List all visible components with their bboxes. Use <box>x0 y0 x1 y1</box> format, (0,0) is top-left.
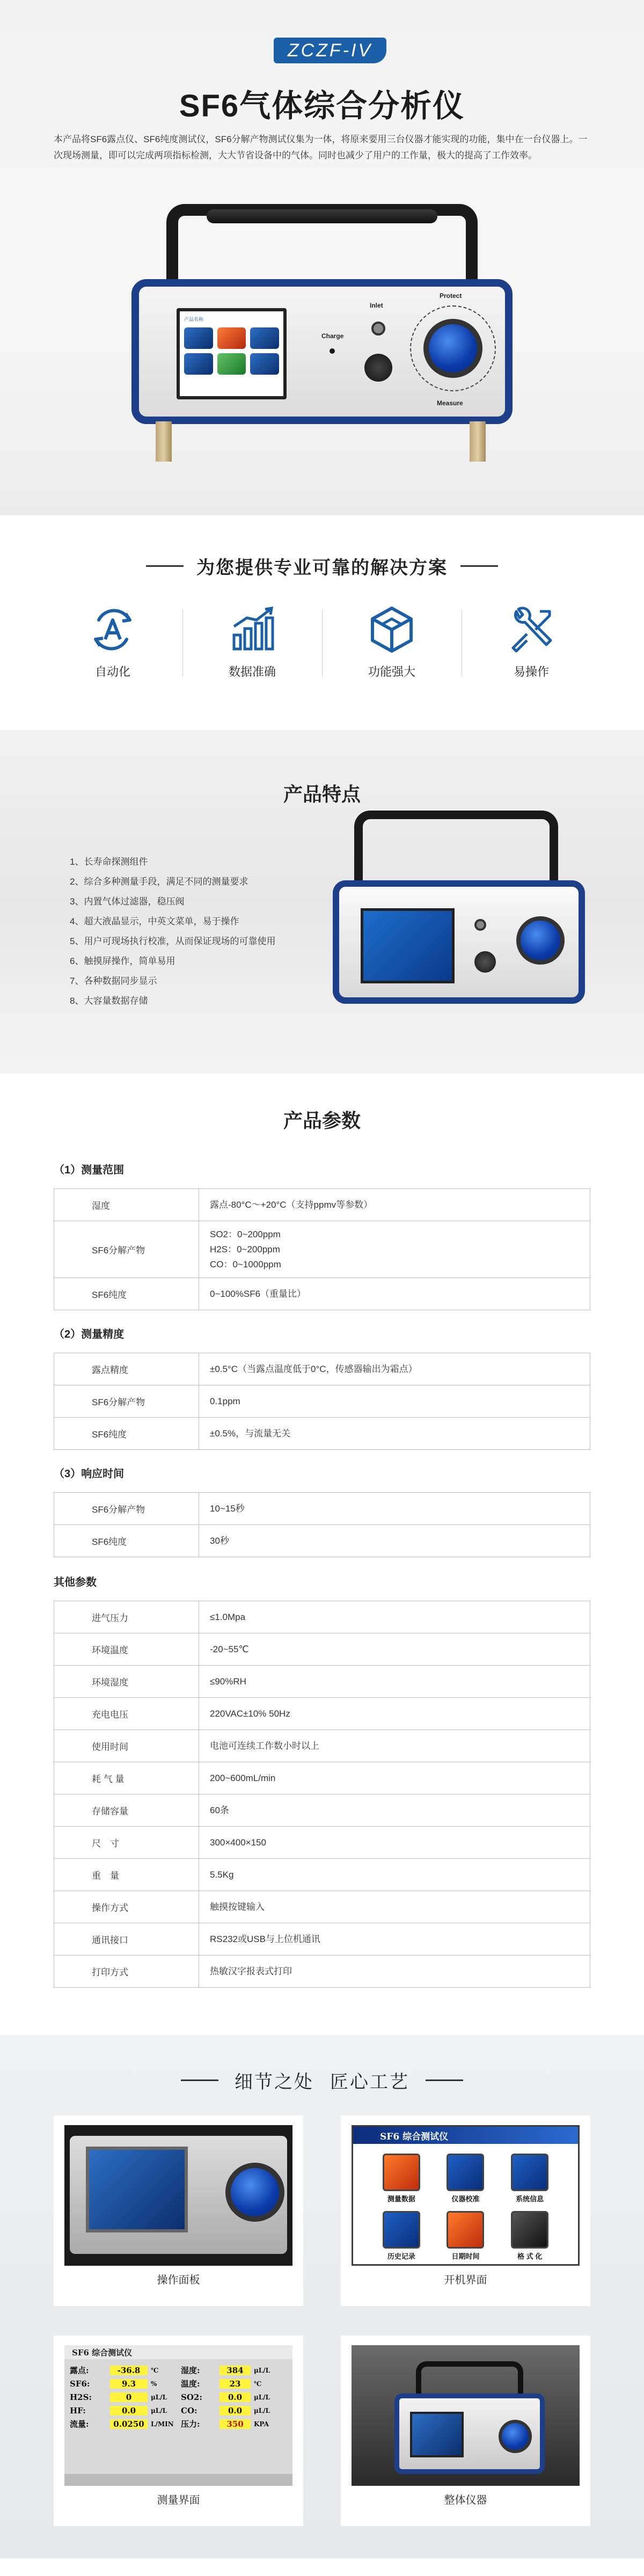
details-title-left: 细节之处 <box>235 2072 314 2092</box>
detail-card-boot <box>341 2115 590 2306</box>
reading-value: 384 <box>219 2366 251 2375</box>
device-screen <box>177 308 287 399</box>
boot-menu-label: 测量数据 <box>387 2195 415 2203</box>
card-caption: 整体仪器 <box>444 2494 487 2506</box>
param-table-accuracy <box>54 1353 590 1450</box>
characteristic-item: 8、大容量数据存储 <box>70 996 148 1006</box>
table-row <box>54 1762 590 1794</box>
reading-value: -36.8 <box>110 2366 148 2375</box>
format-icon <box>511 2211 548 2249</box>
hero-section <box>0 0 644 515</box>
title-divider-line <box>460 565 498 567</box>
table-row <box>54 1385 590 1418</box>
system-info-icon <box>511 2154 548 2191</box>
card-caption: 操作面板 <box>157 2274 200 2286</box>
table-row <box>54 1493 590 1525</box>
reading-unit: μL/L <box>254 2366 270 2374</box>
reading-row <box>70 2404 287 2417</box>
param-key: 耗 气 量 <box>54 1762 199 1794</box>
characteristic-item: 3、内置气体过滤器，稳压阀 <box>70 896 185 907</box>
characteristic-item: 5、用户可现场执行校准，从而保证现场的可靠使用 <box>70 936 276 946</box>
details-section <box>0 2035 644 2558</box>
param-key: 环境温度 <box>54 1633 199 1666</box>
screen-app-icon <box>250 353 279 375</box>
characteristics-section <box>0 730 644 1074</box>
param-value: 0.1ppm <box>199 1385 590 1418</box>
boot-screen-photo <box>352 2125 580 2266</box>
inlet-port <box>371 322 385 335</box>
table-row <box>54 1859 590 1891</box>
measure-screen-photo <box>64 2345 292 2486</box>
param-value: 热敏汉字报表式打印 <box>199 1955 590 1988</box>
param-key: SF6分解产物 <box>54 1493 199 1525</box>
auto-a-icon <box>87 604 138 655</box>
details-title-row <box>0 2067 644 2093</box>
device-screen <box>361 908 455 983</box>
measure-readings <box>64 2359 292 2435</box>
feature-label: 功能强大 <box>368 665 415 678</box>
screen-app-icon <box>184 353 213 375</box>
param-key: 露点精度 <box>54 1353 199 1385</box>
table-row <box>54 1698 590 1730</box>
feature-item <box>182 604 322 680</box>
model-badge: ZCZF-IV <box>274 38 386 63</box>
param-value: 300×400×150 <box>199 1827 590 1859</box>
device-screen-icons <box>184 327 279 375</box>
solutions-section <box>0 515 644 730</box>
reading-value: 0.0 <box>219 2406 251 2416</box>
device-front-panel <box>394 2393 545 2474</box>
param-group-title: （1）测量范围 <box>54 1164 125 1176</box>
cube-icon <box>366 604 418 655</box>
characteristic-item: 2、综合多种测量手段，满足不同的测量要求 <box>70 877 248 887</box>
param-value: ≤1.0Mpa <box>199 1601 590 1633</box>
reading-row <box>70 2363 287 2377</box>
reading-unit: % <box>151 2380 157 2388</box>
feature-label: 易操作 <box>513 665 549 678</box>
reading-row <box>70 2377 287 2390</box>
table-row <box>54 1730 590 1762</box>
param-key: SF6纯度 <box>54 1525 199 1557</box>
param-value: 220VAC±10% 50Hz <box>199 1698 590 1730</box>
param-value: 电池可连续工作数小时以上 <box>199 1730 590 1762</box>
param-value-line: H2S：0~200ppm <box>210 1244 280 1254</box>
param-key: 重 量 <box>54 1859 199 1891</box>
inlet-label: Inlet <box>370 302 383 309</box>
param-key: 湿度 <box>54 1189 199 1221</box>
product-device-image <box>126 204 518 462</box>
param-value: -20~55℃ <box>199 1633 590 1666</box>
param-value: 10~15秒 <box>199 1493 590 1525</box>
param-value: RS232或USB与上位机通讯 <box>199 1923 590 1955</box>
reading-label: 压力: <box>181 2419 200 2429</box>
param-value: 30秒 <box>199 1525 590 1557</box>
param-table-range <box>54 1188 590 1310</box>
boot-menu-item <box>497 2211 562 2261</box>
table-row <box>54 1418 590 1450</box>
table-row <box>54 1794 590 1827</box>
device-front-panel <box>333 880 585 1004</box>
history-icon <box>383 2211 420 2249</box>
table-row <box>54 1666 590 1698</box>
param-value: 200~600mL/min <box>199 1762 590 1794</box>
reading-unit: μL/L <box>151 2393 167 2401</box>
table-row <box>54 1827 590 1859</box>
param-value: ±0.5°C（当露点温度低于0°C，传感器输出为霜点） <box>199 1353 590 1385</box>
reading-row <box>70 2390 287 2404</box>
boot-menu-item <box>369 2154 434 2203</box>
feature-item <box>462 604 601 680</box>
characteristic-item: 4、超大液晶显示，中英文菜单，易于操作 <box>70 916 239 926</box>
inlet-port <box>474 919 486 931</box>
table-row <box>54 1633 590 1666</box>
reading-label: H2S: <box>70 2392 92 2402</box>
param-key: SF6纯度 <box>54 1278 199 1310</box>
param-key: 环境湿度 <box>54 1666 199 1698</box>
param-value: 触摸按键输入 <box>199 1891 590 1923</box>
device-screen-header: 产品名称 <box>184 316 279 324</box>
whole-instrument-photo <box>352 2345 580 2486</box>
reading-label: SF6: <box>70 2378 90 2389</box>
reading-label: 湿度: <box>181 2366 200 2375</box>
characteristic-item: 6、触摸屏操作，简单易用 <box>70 956 175 966</box>
reading-row <box>70 2417 287 2431</box>
table-row <box>54 1923 590 1955</box>
panel-screen <box>86 2147 188 2232</box>
param-value: ≤90%RH <box>199 1666 590 1698</box>
card-caption: 测量界面 <box>157 2494 200 2506</box>
device-leg-left <box>156 421 172 462</box>
table-row <box>54 1221 590 1278</box>
reading-value: 0.0250 <box>110 2419 148 2429</box>
characteristics-title: 产品特点 <box>283 783 361 805</box>
param-key: 存储容量 <box>54 1794 199 1827</box>
reading-unit: μL/L <box>151 2406 167 2414</box>
reading-label: CO: <box>181 2405 197 2416</box>
param-value: 0~100%SF6（重量比） <box>199 1278 590 1310</box>
reading-value: 0.0 <box>219 2392 251 2402</box>
reading-unit: L/MIN <box>151 2420 174 2428</box>
device-leg-right <box>470 421 486 462</box>
screen-app-icon <box>217 353 246 375</box>
reading-label: HF: <box>70 2405 86 2416</box>
reading-label: 露点: <box>70 2366 89 2375</box>
measure-screen-footer <box>64 2474 292 2486</box>
product-title: SF6气体综合分析仪 <box>179 89 465 123</box>
valve-knob <box>474 951 496 973</box>
param-key: 充电电压 <box>54 1698 199 1730</box>
table-row <box>54 1955 590 1988</box>
param-group-title: （2）测量精度 <box>54 1329 125 1340</box>
parameters-title: 产品参数 <box>283 1110 361 1132</box>
param-key: SF6分解产物 <box>54 1221 199 1278</box>
param-value: 5.5Kg <box>199 1859 590 1891</box>
calibration-icon <box>447 2154 484 2191</box>
boot-menu-item <box>369 2211 434 2261</box>
param-value-line: SO2：0~200ppm <box>210 1229 281 1239</box>
reading-unit: μL/L <box>254 2406 270 2414</box>
reading-unit: KPA <box>254 2420 269 2428</box>
param-key: 使用时间 <box>54 1730 199 1762</box>
product-description: 本产品将SF6露点仪、SF6纯度测试仪，SF6分解产物测试仪集为一体，将原来要用三台仪器才能实现的功能，集中在一台仪器上。一次现场测量，即可以完成两项指标检测，大大节省设备中的气体。同时也减少了用户的工作量，极大的提高了工作效率。 <box>54 134 588 160</box>
protect-label: Protect <box>440 292 462 300</box>
boot-menu-item <box>434 2154 498 2203</box>
param-key: 进气压力 <box>54 1601 199 1633</box>
reading-value: 0.0 <box>110 2406 148 2416</box>
param-key: SF6纯度 <box>54 1418 199 1450</box>
measure-knob <box>499 2420 532 2453</box>
characteristic-item: 1、长寿命探测组件 <box>70 857 148 867</box>
device-screen <box>410 2412 464 2457</box>
param-group-title: 其他参数 <box>54 1577 97 1588</box>
bar-chart-icon <box>226 604 278 655</box>
boot-menu-label: 仪器校准 <box>451 2195 480 2203</box>
operation-panel-photo <box>64 2125 292 2266</box>
param-value: 露点-80°C〜+20°C（支持ppmv等参数） <box>199 1189 590 1221</box>
card-caption: 开机界面 <box>444 2274 487 2286</box>
reading-unit: ℃ <box>254 2380 262 2388</box>
reading-label: SO2: <box>181 2392 202 2402</box>
param-value <box>199 1221 590 1278</box>
detail-card-panel <box>54 2115 303 2306</box>
param-value: 60条 <box>199 1794 590 1827</box>
param-key: 尺 寸 <box>54 1827 199 1859</box>
boot-screen-title: SF6 综合测试仪 <box>353 2127 578 2144</box>
feature-label: 自动化 <box>94 665 130 678</box>
table-row <box>54 1601 590 1633</box>
param-key: SF6分解产物 <box>54 1385 199 1418</box>
boot-screen-menu <box>353 2144 578 2266</box>
feature-item <box>322 604 462 680</box>
reading-label: 流量: <box>70 2419 89 2429</box>
panel-knob <box>225 2163 284 2222</box>
valve-knob <box>364 354 392 382</box>
feature-item <box>43 604 182 680</box>
measure-label: Measure <box>437 399 463 407</box>
details-title-right: 匠心工艺 <box>330 2072 409 2092</box>
reading-unit: μL/L <box>254 2393 270 2401</box>
parameters-section <box>0 1074 644 2035</box>
measure-knob <box>516 916 565 965</box>
screen-app-icon <box>250 327 279 349</box>
boot-menu-label: 历史记录 <box>387 2252 415 2260</box>
boot-menu-label: 日期时间 <box>451 2252 480 2260</box>
table-row <box>54 1189 590 1221</box>
boot-menu-label: 系统信息 <box>516 2195 544 2203</box>
title-divider-line <box>181 2079 218 2081</box>
param-group-title: （3）响应时间 <box>54 1468 125 1480</box>
table-row <box>54 1353 590 1385</box>
param-value-line: CO：0~1000ppm <box>210 1259 281 1269</box>
title-divider-line <box>426 2079 463 2081</box>
boot-menu-item <box>497 2154 562 2203</box>
reading-value: 9.3 <box>110 2379 148 2389</box>
reading-value: 350 <box>219 2419 251 2429</box>
detail-card-measure <box>54 2336 303 2526</box>
table-row <box>54 1525 590 1557</box>
measure-data-icon <box>383 2154 420 2191</box>
device-handle-grip <box>207 209 437 223</box>
characteristic-item: 7、各种数据同步显示 <box>70 976 157 986</box>
feature-label: 数据准确 <box>228 665 276 678</box>
reading-value: 0 <box>110 2392 148 2402</box>
param-key: 打印方式 <box>54 1955 199 1988</box>
title-divider-line <box>146 565 184 567</box>
measure-screen-title: SF6 综合测试仪 <box>64 2345 292 2359</box>
table-row <box>54 1891 590 1923</box>
detail-card-whole <box>341 2336 590 2526</box>
measure-knob <box>423 319 482 378</box>
charge-label: Charge <box>321 332 344 340</box>
table-row <box>54 1278 590 1310</box>
device-handle <box>354 811 558 891</box>
reading-value: 23 <box>219 2379 251 2389</box>
solutions-title-row <box>0 553 644 579</box>
datetime-icon <box>447 2211 484 2249</box>
solutions-title: 为您提供专业可靠的解决方案 <box>196 558 448 578</box>
tools-icon <box>506 604 557 655</box>
screen-app-icon <box>184 327 213 349</box>
device-front-panel <box>131 279 513 424</box>
characteristics-list <box>70 852 349 1011</box>
boot-menu-item <box>434 2211 498 2261</box>
param-key: 操作方式 <box>54 1891 199 1923</box>
boot-menu-label: 格 式 化 <box>517 2252 543 2260</box>
param-key: 通讯接口 <box>54 1923 199 1955</box>
features-row <box>43 604 601 680</box>
param-value: ±0.5%，与流量无关 <box>199 1418 590 1450</box>
product-photo-angled <box>322 811 590 1047</box>
param-table-other <box>54 1601 590 1988</box>
charge-led <box>330 348 335 354</box>
reading-label: 温度: <box>181 2379 200 2389</box>
reading-unit: ℃ <box>151 2366 159 2374</box>
screen-app-icon <box>217 327 246 349</box>
param-table-response <box>54 1492 590 1557</box>
